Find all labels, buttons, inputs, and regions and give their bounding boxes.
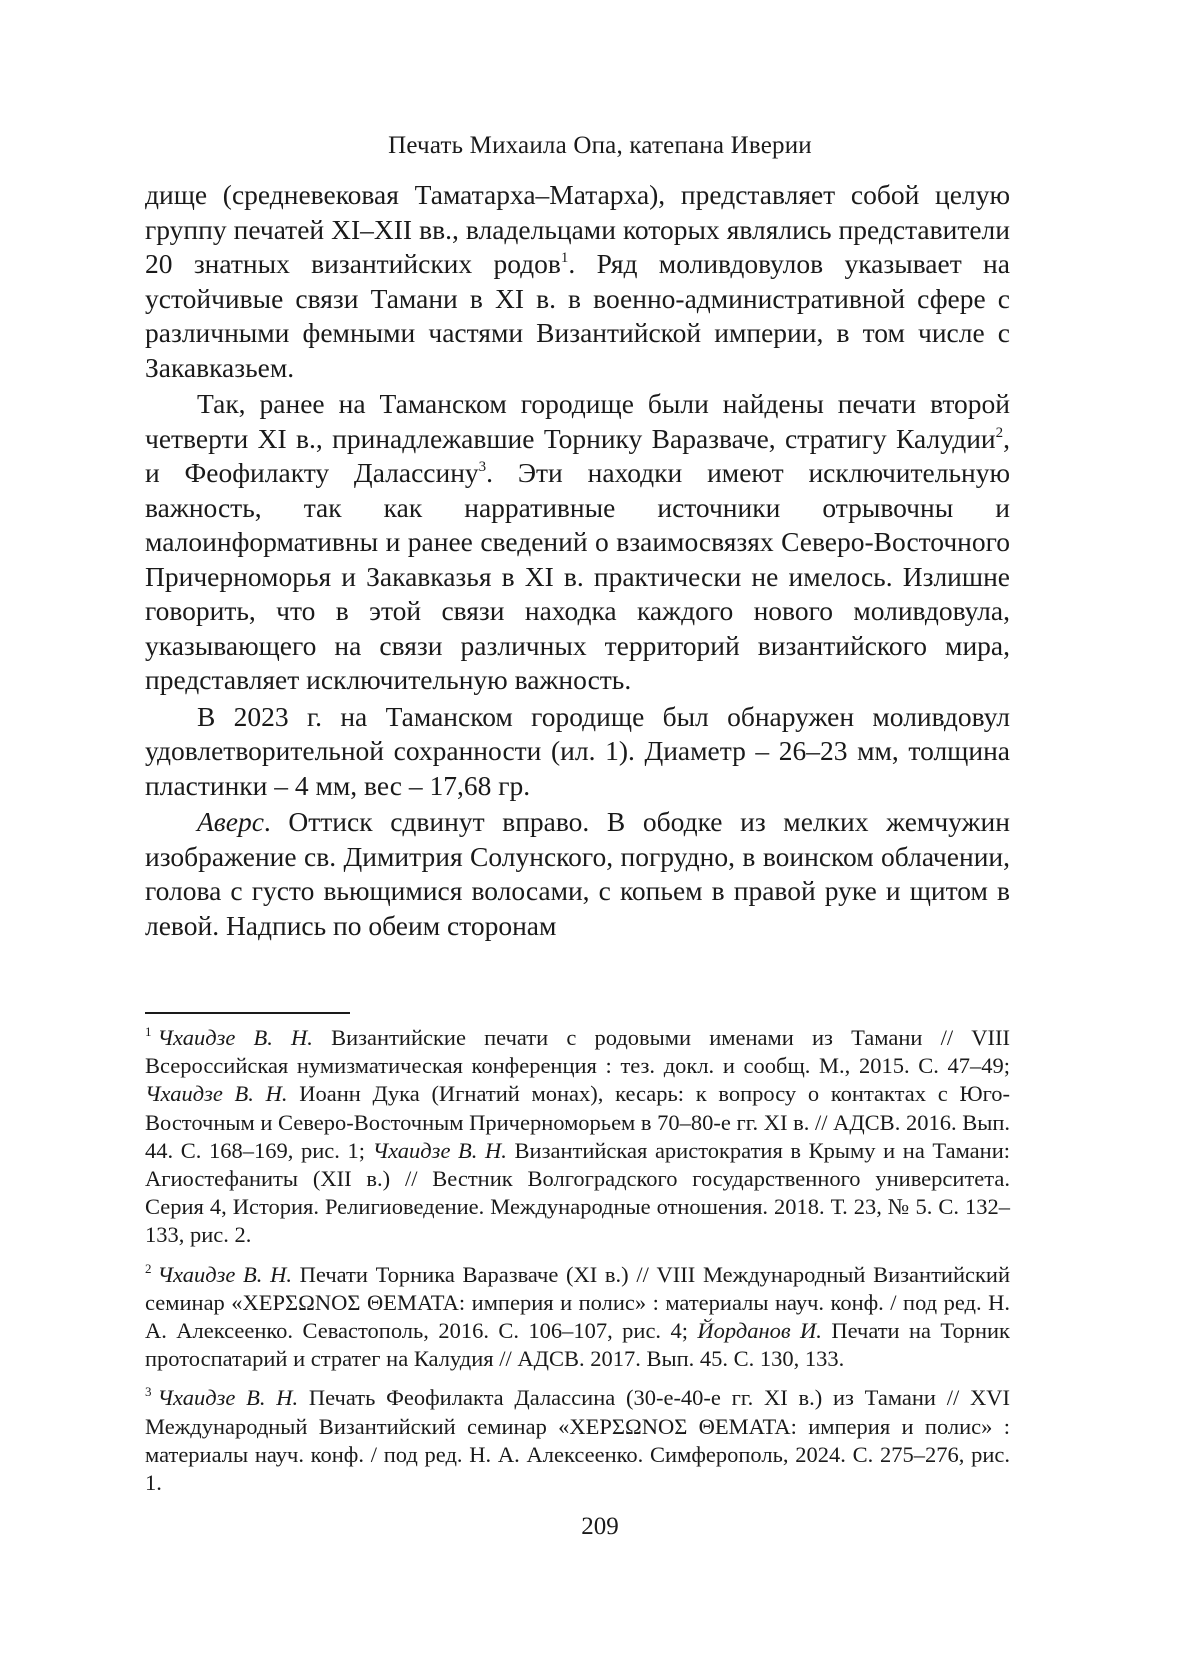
footnote-divider [145, 1012, 350, 1014]
footnote-number: 3 [145, 1384, 152, 1400]
footnote-text: Печать Феофилакта Далассина (30-е-40-е гг. XI в.) из Тамани // XVI Международный Византийский семинар «ΧΕΡΣΩΝΟΣ ΘΕΜΑΤΑ: империя и полис» : материалы науч. конф. / под ред. Н. А. Алексеенко. Симферополь, 2024. С. 275–276, рис. 1. [145, 1385, 1010, 1496]
paragraph-2 [145, 387, 1010, 698]
footnote-text: Византийские печати с родовыми именами из Тамани // VIII Всероссийская нумизматическая конференция : тез. докл. и сообщ. М., 2015. С. 47–49; [145, 1025, 1010, 1079]
footnote-author: Чхаидзе В. Н. [157, 1025, 313, 1050]
paragraph-text: Так, ранее на Таманском городище были найдены печати второй четверти XI в., принадлежавшие Торнику Варазваче, стратигу Калудии [145, 388, 1010, 454]
footnote-author: Йорданов И. [697, 1318, 822, 1344]
paragraph-text: . Ряд моливдовулов указывает на устойчивые связи Тамани в XI в. в военно-административной сфере с различными фемными частями Византийской империи, в том числе с Закавказьем. [145, 248, 1010, 383]
footnote-author: Чхаидзе В. Н. [372, 1137, 507, 1163]
footnote-ref-3[interactable]: 3 [478, 459, 487, 475]
page-number: 209 [581, 1513, 619, 1540]
footnote-3 [145, 1384, 1010, 1497]
footnote-author: Чхаидзе В. Н. [157, 1261, 292, 1287]
footnotes [145, 1024, 1010, 1508]
footnote-text: Иоанн Дука (Игнатий монах), кесарь: к вопросу о контактах с Юго-Восточным и Северо-Восточным Причерноморьем в 70–80-е гг. XI в. // АДСВ. 2016. Вып. 44. С. 168–169, рис. 1; [145, 1081, 1010, 1163]
italic-term: Аверс [197, 806, 264, 837]
footnote-text: Византийская аристократия в Крыму и на Тамани: Агиостефаниты (XII в.) // Вестник Волгоградского государственного университета. Серия 4, История. Религиоведение. Международные отношения. 2018. Т. 23, № 5. С. 132–133, рис. 2. [145, 1137, 1010, 1248]
footnote-2 [145, 1261, 1010, 1374]
footnote-number: 1 [145, 1024, 152, 1039]
footnote-1 [145, 1024, 1010, 1250]
paragraph-text: . Эти находки имеют исключительную важность, так как нарративные источники отрывочны и малоинформативны и ранее сведений о взаимосвязях Северо-Восточного Причерноморья и Закавказья в XI в. практически не имелось. Излишне говорить, что в этой связи находка каждого нового моливдовула, указывающего на связи различных территорий византийского мира, представляет исключительную важность. [145, 457, 1010, 695]
footnote-ref-2[interactable]: 2 [995, 424, 1004, 441]
paragraph-3: В 2023 г. на Таманском городище был обнаружен моливдовул удовлетворительной сохранности (ил. 1). Диаметр – 26–23 мм, толщина пластинки – 4 мм, вес – 17,68 гр. [145, 700, 1010, 801]
footnote-ref-1[interactable]: 1 [560, 250, 569, 266]
footnote-number: 2 [145, 1260, 152, 1276]
paragraph-text: дище (средневековая Таматарха–Матарха), представляет собой целую группу печатей XI–XII вв., владельцами которых являлись представители 20 знатных византийских родов [145, 179, 1010, 279]
footnote-text: Печати на Торник протоспатарий и стратег на Калудия // АДСВ. 2017. Вып. 45. С. 130, 133. [145, 1318, 1010, 1372]
main-text [145, 178, 1010, 945]
paragraph-4 [145, 805, 1010, 943]
paragraph-text: , и Феофилакту Далассину [145, 422, 1010, 488]
footnote-author: Чхаидзе В. Н. [157, 1385, 299, 1411]
paragraph-text: . Оттиск сдвинут вправо. В ободке из мелких жемчужин изображение св. Димитрия Солунского, погрудно, в воинском облачении, голова с густо вьющимися волосами, с копьем в правой руке и щитом в левой. Надпись по обеим сторонам [145, 806, 1010, 941]
footnote-author: Чхаидзе В. Н. [145, 1081, 288, 1107]
paragraph-1 [145, 178, 1010, 385]
footnote-text: Печати Торника Варазваче (XI в.) // VIII Международный Византийский семинар «ΧΕΡΣΩΝΟΣ ΘΕΜΑΤΑ: империя и полис» : материалы науч. конф. / под ред. Н. А. Алексеенко. Севастополь, 2016. С. 106–107, рис. 4; [145, 1261, 1010, 1344]
running-head: Печать Михаила Опа, катепана Иверии [388, 132, 812, 159]
